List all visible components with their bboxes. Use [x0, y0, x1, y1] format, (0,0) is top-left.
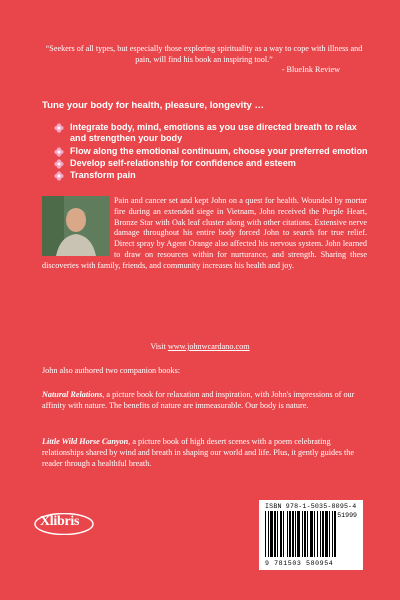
- price-code: 51999: [337, 512, 357, 519]
- benefits-list: [54, 122, 374, 182]
- barcode-bar: [325, 511, 328, 557]
- barcode-bar: [292, 511, 294, 557]
- barcode-bar: [277, 511, 278, 557]
- barcode-bar: [287, 511, 288, 557]
- bio-text: Pain and cancer set and kept John on a quest for health. Wounded by mortar fire during an extended siege in Vietnam, John received the Purple Heart, Bronze Star with Oak leaf cluster along with other citations. Extensive nerve damage throughout his entire body forced John to search for true relief. Direct spray by Agent Orange also affected his nervous system. John learned to draw on resources within for nurturance, and strength. Sharing these discoveries with family, friends, and community increases his health and joy.: [42, 196, 367, 270]
- list-item: [54, 170, 374, 181]
- barcode-bar: [265, 511, 266, 557]
- publisher-logo-text: Xlibris: [40, 514, 80, 529]
- list-item: [54, 122, 374, 145]
- barcode-bar: [297, 511, 300, 557]
- isbn-barcode-box: [259, 500, 363, 570]
- barcode-bar: [274, 511, 276, 557]
- quote-source: - BlueInk Review: [281, 65, 340, 75]
- barcode-bar: [307, 511, 308, 557]
- list-item: [54, 158, 374, 169]
- website-line: [0, 342, 400, 351]
- barcode-bar: [302, 511, 303, 557]
- barcode-bar: [270, 511, 273, 557]
- book2-text: , a picture book of high desert scenes with a poem celebrating relationships shared by wind and breath in shaping our world and life. Plus, it gently guides the reader through a healthful breath.: [42, 437, 354, 468]
- bullet-text: Develop self-relationship for confidence and esteem: [70, 157, 296, 168]
- barcode-image: [265, 511, 357, 559]
- pink-flower-icon: [54, 159, 64, 169]
- barcode-bar: [280, 511, 282, 557]
- barcode-bar: [304, 511, 306, 557]
- barcode-bar: [334, 511, 336, 557]
- author-bio: [42, 196, 367, 272]
- book1-description: [42, 390, 367, 412]
- barcode-bar: [320, 511, 321, 557]
- barcode-bar: [329, 511, 330, 557]
- barcode-bar: [322, 511, 324, 557]
- barcode-bar: [283, 511, 284, 557]
- quote-text: “Seekers of all types, but especially those exploring spirituality as a way to cope with illness and pain, will find his book an inspiring tool.”: [45, 44, 363, 64]
- ean-number: 9 781503 580954: [265, 560, 334, 567]
- barcode-bar: [268, 511, 269, 557]
- barcode-bar: [289, 511, 291, 557]
- barcode-bar: [310, 511, 313, 557]
- barcode-bar: [295, 511, 296, 557]
- pink-flower-icon: [54, 171, 64, 181]
- bullet-text: Flow along the emotional continuum, choose your preferred emotion: [70, 145, 368, 156]
- pink-flower-icon: [54, 147, 64, 157]
- barcode-bar: [332, 511, 333, 557]
- also-authored: John also authored two companion books:: [42, 366, 181, 375]
- website-link[interactable]: www.johnwcardano.com: [167, 342, 250, 351]
- book2-description: [42, 437, 367, 469]
- isbn-number: ISBN 978-1-5035-8095-4: [265, 503, 357, 510]
- barcode-bar: [314, 511, 315, 557]
- book1-title: Natural Relations: [42, 390, 103, 399]
- visit-prefix: Visit: [150, 342, 168, 351]
- list-item: [54, 146, 374, 157]
- bullet-text: Integrate body, mind, emotions as you use directed breath to relax and strengthen your body: [70, 122, 357, 144]
- barcode-bar: [317, 511, 318, 557]
- photo-spacer: [42, 196, 114, 260]
- book1-text: , a picture book for relaxation and inspiration, with John's impressions of our affinity with nature. The benefits of nature are immeasurable. Our body is nature.: [42, 390, 355, 410]
- review-quote: [44, 44, 364, 76]
- bullet-text: Transform pain: [70, 170, 136, 181]
- pink-flower-icon: [54, 123, 64, 133]
- tagline: Tune your body for health, pleasure, longevity …: [42, 100, 265, 111]
- book2-title: Little Wild Horse Canyon: [42, 437, 129, 446]
